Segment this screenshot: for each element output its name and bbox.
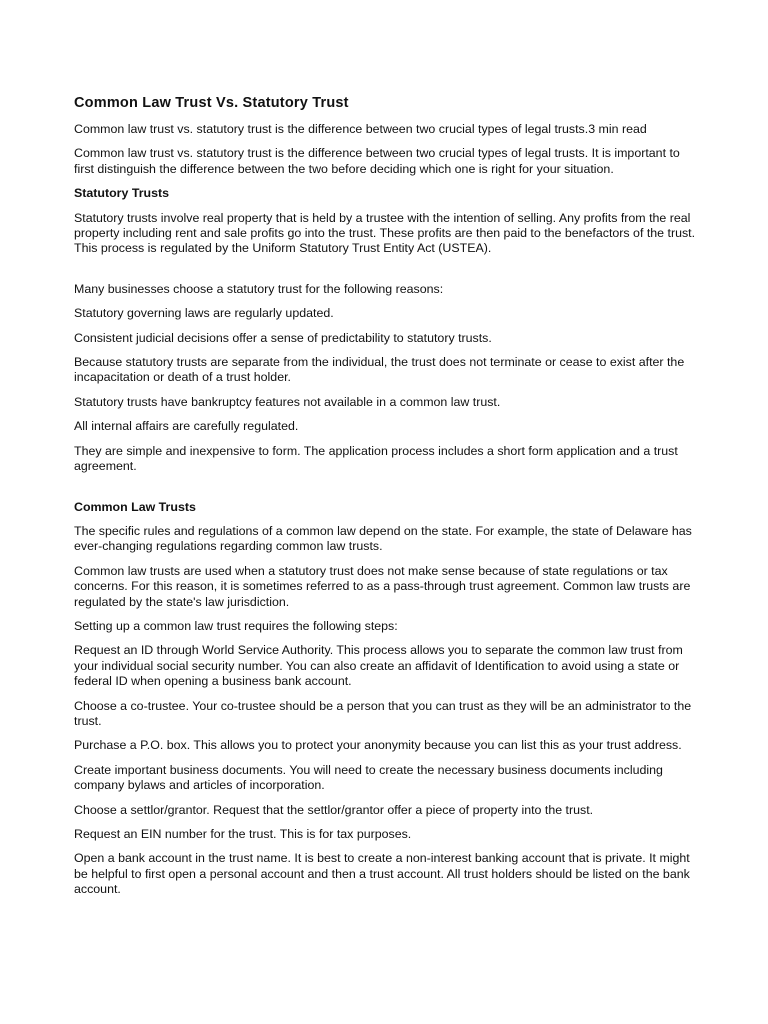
reason-item: All internal affairs are carefully regulated. [74, 419, 299, 434]
steps-intro: Setting up a common law trust requires the following steps: [74, 618, 398, 633]
step-item: Purchase a P.O. box. This allows you to protect your anonymity because you can list this as your trust address. [74, 738, 682, 753]
statutory-description: Statutory trusts involve real property that is held by a trustee with the intention of selling. Any profits from the real property including rent and sale profits go into the trust. These profits are then paid to the benefactors of the trust. This process is regulated by the Uniform Statutory Trust Entity Act (USTEA). [74, 210, 696, 256]
step-item: Choose a settlor/grantor. Request that the settlor/grantor offer a piece of property into the trust. [74, 802, 594, 817]
intro-paragraph: Common law trust vs. statutory trust is the difference between two crucial types of legal trusts. It is important to first distinguish the difference between the two before deciding which one is right for your situation. [74, 146, 680, 176]
document-page [74, 94, 696, 907]
spacer [74, 484, 696, 500]
intro-paragraph: Common law trust vs. statutory trust is the difference between two crucial types of legal trusts.3 min read [74, 122, 647, 136]
reasons-intro: Many businesses choose a statutory trust for the following reasons: [74, 281, 444, 296]
step-item: Request an EIN number for the trust. This is for tax purposes. [74, 827, 412, 841]
reason-item: Statutory governing laws are regularly updated. [74, 306, 334, 321]
step-item: Open a bank account in the trust name. It is best to create a non-interest banking account that is private. It might be helpful to first open a personal account and then a trust account. All trust holders should be listed on the bank account. [74, 851, 690, 897]
spacer [74, 266, 696, 282]
statutory-trusts-heading: Statutory Trusts [74, 186, 170, 201]
reason-item: They are simple and inexpensive to form. The application process includes a short form application and a trust agreement. [74, 443, 678, 474]
step-item: Choose a co-trustee. Your co-trustee should be a person that you can trust as they will be an administrator to the trust. [74, 698, 692, 728]
common-law-trusts-heading: Common Law Trusts [74, 499, 196, 514]
step-item: Request an ID through World Service Authority. This process allows you to separate the common law trust from your individual social security number. You can also create an affidavit of Identification to avoid using a state or federal ID when opening a business bank account. [74, 643, 683, 689]
document-title: Common Law Trust Vs. Statutory Trust [74, 95, 349, 111]
step-item: Create important business documents. You will need to create the necessary business documents including company bylaws and articles of incorporation. [74, 762, 663, 793]
reason-item: Statutory trusts have bankruptcy features not available in a common law trust. [74, 394, 501, 409]
common-law-paragraph: The specific rules and regulations of a common law depend on the state. For example, the state of Delaware has ever-changing regulations regarding common law trusts. [74, 523, 692, 554]
reason-item: Because statutory trusts are separate from the individual, the trust does not terminate or cease to exist after the incapacitation or death of a trust holder. [74, 355, 685, 385]
reason-item: Consistent judicial decisions offer a sense of predictability to statutory trusts. [74, 330, 492, 345]
common-law-paragraph: Common law trusts are used when a statutory trust does not make sense because of state regulations or tax concerns. For this reason, it is sometimes referred to as a pass-through trust agreement. Common law trusts are regulated by the state's law jurisdiction. [74, 563, 691, 609]
